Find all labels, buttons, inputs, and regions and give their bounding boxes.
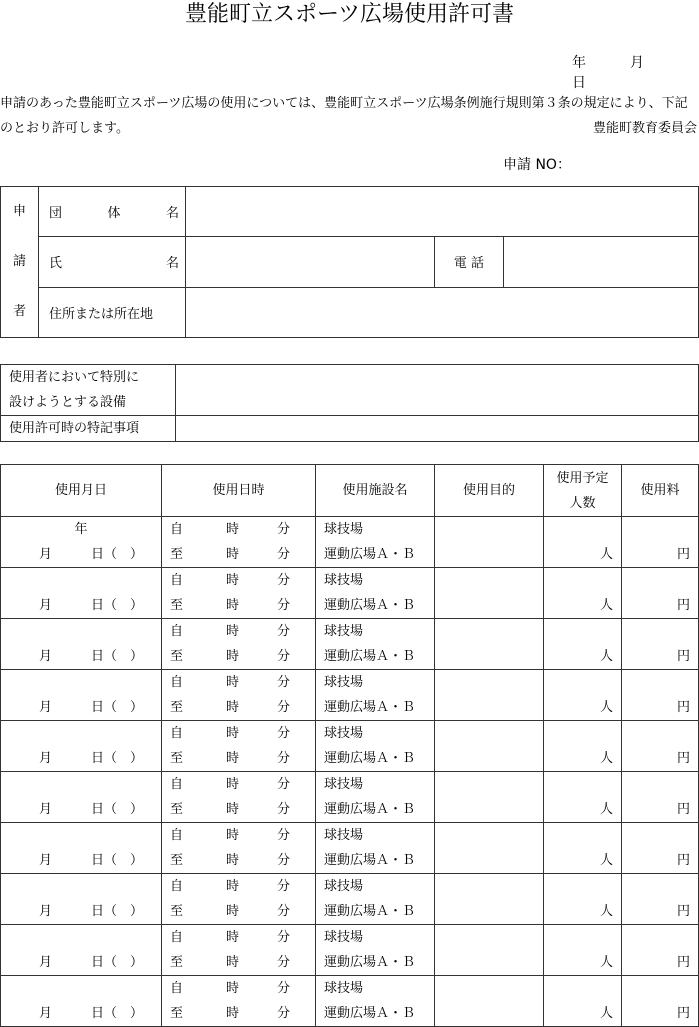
usage-people-cell[interactable] bbox=[544, 721, 622, 772]
special-equipment-field[interactable] bbox=[176, 365, 699, 416]
from-label: 自 bbox=[170, 828, 184, 843]
usage-time-cell[interactable] bbox=[162, 619, 316, 670]
people-unit: 人 bbox=[599, 751, 613, 766]
facility-ground: 運動広場Ａ・Ｂ bbox=[324, 1006, 416, 1021]
to-label: 至 bbox=[170, 649, 184, 664]
facility-ballfield: 球技場 bbox=[324, 675, 364, 690]
hour-label: 時 bbox=[226, 853, 240, 868]
header-fee: 使用料 bbox=[622, 465, 699, 517]
usage-fee-cell[interactable] bbox=[622, 670, 699, 721]
usage-fee-cell[interactable] bbox=[622, 517, 699, 568]
usage-purpose-cell[interactable] bbox=[435, 772, 544, 823]
fee-unit: 円 bbox=[676, 955, 690, 970]
fee-unit: 円 bbox=[676, 649, 690, 664]
minute-label: 分 bbox=[277, 598, 291, 613]
minute-label: 分 bbox=[277, 573, 291, 588]
usage-purpose-cell[interactable] bbox=[435, 568, 544, 619]
hour-label: 時 bbox=[226, 904, 240, 919]
facility-ballfield: 球技場 bbox=[324, 522, 364, 537]
to-label: 至 bbox=[170, 1006, 184, 1021]
hour-label: 時 bbox=[226, 930, 240, 945]
usage-date-cell[interactable] bbox=[1, 517, 162, 568]
hour-label: 時 bbox=[226, 1006, 240, 1021]
header-purpose: 使用目的 bbox=[435, 465, 544, 517]
facility-ground: 運動広場Ａ・Ｂ bbox=[324, 853, 416, 868]
month-label: 月 bbox=[39, 955, 53, 970]
minute-label: 分 bbox=[277, 802, 291, 817]
usage-people-cell[interactable] bbox=[544, 874, 622, 925]
day-label: 日（ ） bbox=[91, 700, 144, 715]
person-name-field[interactable] bbox=[186, 237, 435, 287]
people-unit: 人 bbox=[599, 547, 613, 562]
year-label bbox=[1, 670, 161, 695]
year-label bbox=[1, 568, 161, 593]
fee-unit: 円 bbox=[676, 1006, 690, 1021]
month-label: 月 bbox=[39, 802, 53, 817]
usage-fee-cell[interactable] bbox=[622, 976, 699, 1027]
fee-unit: 円 bbox=[676, 904, 690, 919]
facility-ground: 運動広場Ａ・Ｂ bbox=[324, 751, 416, 766]
hour-label: 時 bbox=[226, 649, 240, 664]
intro-text-line1: 申請のあった豊能町立スポーツ広場の使用については、豊能町立スポーツ広場条例施行規則第３条の規定により、下記 bbox=[0, 96, 688, 111]
phone-field[interactable] bbox=[504, 237, 699, 287]
usage-fee-cell[interactable] bbox=[622, 823, 699, 874]
usage-time-cell[interactable] bbox=[162, 772, 316, 823]
facility-ground: 運動広場Ａ・Ｂ bbox=[324, 700, 416, 715]
person-name-label: 氏 名 bbox=[39, 237, 186, 287]
usage-date-cell[interactable] bbox=[1, 976, 162, 1027]
year-label: 年 bbox=[74, 522, 88, 537]
facility-ground: 運動広場Ａ・Ｂ bbox=[324, 955, 416, 970]
usage-table bbox=[0, 464, 699, 1027]
usage-time-cell[interactable] bbox=[162, 925, 316, 976]
day-label: 日（ ） bbox=[91, 598, 144, 613]
from-label: 自 bbox=[170, 879, 184, 894]
usage-time-cell[interactable] bbox=[162, 976, 316, 1027]
usage-row bbox=[1, 874, 699, 925]
day-label: 日（ ） bbox=[91, 904, 144, 919]
day-label: 日（ ） bbox=[91, 649, 144, 664]
people-unit: 人 bbox=[599, 853, 613, 868]
group-name-field[interactable] bbox=[186, 187, 699, 237]
people-unit: 人 bbox=[599, 1006, 613, 1021]
day-label: 日（ ） bbox=[91, 955, 144, 970]
usage-people-cell[interactable] bbox=[544, 772, 622, 823]
people-unit: 人 bbox=[599, 598, 613, 613]
usage-date-cell[interactable] bbox=[1, 619, 162, 670]
hour-label: 時 bbox=[226, 726, 240, 741]
fee-unit: 円 bbox=[676, 853, 690, 868]
from-label: 自 bbox=[170, 522, 184, 537]
to-label: 至 bbox=[170, 751, 184, 766]
usage-table-header bbox=[1, 465, 699, 517]
day-label: 日（ ） bbox=[91, 751, 144, 766]
hour-label: 時 bbox=[226, 598, 240, 613]
minute-label: 分 bbox=[277, 624, 291, 639]
facility-ground: 運動広場Ａ・Ｂ bbox=[324, 802, 416, 817]
usage-fee-cell[interactable] bbox=[622, 568, 699, 619]
usage-people-cell[interactable] bbox=[544, 976, 622, 1027]
usage-facility-cell[interactable] bbox=[316, 976, 435, 1027]
from-label: 自 bbox=[170, 573, 184, 588]
year-label bbox=[1, 976, 161, 1001]
from-label: 自 bbox=[170, 675, 184, 690]
usage-date-cell[interactable] bbox=[1, 721, 162, 772]
header-time: 使用日時 bbox=[162, 465, 316, 517]
usage-date-cell[interactable] bbox=[1, 823, 162, 874]
day-label: 日 bbox=[572, 75, 586, 91]
minute-label: 分 bbox=[277, 828, 291, 843]
special-notes-field[interactable] bbox=[176, 416, 699, 442]
month-label: 月 bbox=[39, 598, 53, 613]
day-label: 日（ ） bbox=[91, 853, 144, 868]
header-facility: 使用施設名 bbox=[316, 465, 435, 517]
header-date: 使用月日 bbox=[1, 465, 162, 517]
minute-label: 分 bbox=[277, 700, 291, 715]
hour-label: 時 bbox=[226, 547, 240, 562]
people-unit: 人 bbox=[599, 802, 613, 817]
application-number-label: 申請 NO： bbox=[503, 157, 571, 173]
minute-label: 分 bbox=[277, 751, 291, 766]
address-label: 住所または所在地 bbox=[39, 287, 186, 337]
minute-label: 分 bbox=[277, 853, 291, 868]
usage-people-cell[interactable] bbox=[544, 568, 622, 619]
usage-facility-cell[interactable] bbox=[316, 517, 435, 568]
facility-ballfield: 球技場 bbox=[324, 726, 364, 741]
usage-people-cell[interactable] bbox=[544, 925, 622, 976]
minute-label: 分 bbox=[277, 726, 291, 741]
facility-ground: 運動広場Ａ・Ｂ bbox=[324, 904, 416, 919]
special-equipment-label: 使用者において特別に 設けようとする設備 bbox=[1, 365, 176, 416]
usage-people-cell[interactable] bbox=[544, 823, 622, 874]
month-label: 月 bbox=[39, 751, 53, 766]
fee-unit: 円 bbox=[676, 802, 690, 817]
usage-purpose-cell[interactable] bbox=[435, 517, 544, 568]
issue-date bbox=[572, 52, 699, 92]
usage-fee-cell[interactable] bbox=[622, 721, 699, 772]
applicant-side-label: 申 請 者 bbox=[1, 187, 39, 338]
usage-time-cell[interactable] bbox=[162, 721, 316, 772]
hour-label: 時 bbox=[226, 981, 240, 996]
people-unit: 人 bbox=[599, 955, 613, 970]
fee-unit: 円 bbox=[676, 700, 690, 715]
month-label: 月 bbox=[39, 700, 53, 715]
year-label bbox=[1, 619, 161, 644]
minute-label: 分 bbox=[277, 649, 291, 664]
usage-row bbox=[1, 517, 699, 568]
hour-label: 時 bbox=[226, 675, 240, 690]
facility-ballfield: 球技場 bbox=[324, 930, 364, 945]
minute-label: 分 bbox=[277, 547, 291, 562]
usage-facility-cell[interactable] bbox=[316, 772, 435, 823]
from-label: 自 bbox=[170, 930, 184, 945]
year-label bbox=[1, 721, 161, 746]
usage-purpose-cell[interactable] bbox=[435, 976, 544, 1027]
usage-people-cell[interactable] bbox=[544, 670, 622, 721]
facility-ballfield: 球技場 bbox=[324, 777, 364, 792]
usage-facility-cell[interactable] bbox=[316, 823, 435, 874]
facility-ballfield: 球技場 bbox=[324, 879, 364, 894]
people-unit: 人 bbox=[599, 649, 613, 664]
to-label: 至 bbox=[170, 955, 184, 970]
applicant-table bbox=[0, 186, 699, 338]
minute-label: 分 bbox=[277, 904, 291, 919]
special-notes-label: 使用許可時の特記事項 bbox=[1, 416, 176, 442]
usage-purpose-cell[interactable] bbox=[435, 925, 544, 976]
usage-fee-cell[interactable] bbox=[622, 925, 699, 976]
usage-people-cell[interactable] bbox=[544, 517, 622, 568]
facility-ground: 運動広場Ａ・Ｂ bbox=[324, 598, 416, 613]
year-label bbox=[1, 772, 161, 797]
minute-label: 分 bbox=[277, 675, 291, 690]
month-label: 月 bbox=[39, 904, 53, 919]
usage-date-cell[interactable] bbox=[1, 772, 162, 823]
usage-time-cell[interactable] bbox=[162, 874, 316, 925]
hour-label: 時 bbox=[226, 700, 240, 715]
usage-time-cell[interactable] bbox=[162, 517, 316, 568]
usage-facility-cell[interactable] bbox=[316, 874, 435, 925]
usage-row bbox=[1, 823, 699, 874]
usage-row bbox=[1, 925, 699, 976]
year-label: 年 bbox=[572, 55, 586, 71]
day-label: 日（ ） bbox=[91, 1006, 144, 1021]
group-name-label: 団 体 名 bbox=[39, 187, 186, 237]
usage-facility-cell[interactable] bbox=[316, 670, 435, 721]
hour-label: 時 bbox=[226, 751, 240, 766]
usage-facility-cell[interactable] bbox=[316, 568, 435, 619]
usage-row bbox=[1, 619, 699, 670]
minute-label: 分 bbox=[277, 879, 291, 894]
facility-ballfield: 球技場 bbox=[324, 828, 364, 843]
to-label: 至 bbox=[170, 547, 184, 562]
usage-facility-cell[interactable] bbox=[316, 619, 435, 670]
usage-people-cell[interactable] bbox=[544, 619, 622, 670]
facility-ballfield: 球技場 bbox=[324, 573, 364, 588]
month-label: 月 bbox=[39, 649, 53, 664]
equipment-table bbox=[0, 364, 699, 442]
hour-label: 時 bbox=[226, 828, 240, 843]
usage-time-cell[interactable] bbox=[162, 823, 316, 874]
minute-label: 分 bbox=[277, 522, 291, 537]
from-label: 自 bbox=[170, 726, 184, 741]
hour-label: 時 bbox=[226, 879, 240, 894]
minute-label: 分 bbox=[277, 1006, 291, 1021]
usage-date-cell[interactable] bbox=[1, 568, 162, 619]
intro-text-line2: のとおり許可します。 bbox=[0, 121, 129, 136]
usage-purpose-cell[interactable] bbox=[435, 670, 544, 721]
month-label: 月 bbox=[39, 1006, 53, 1021]
facility-ballfield: 球技場 bbox=[324, 624, 364, 639]
minute-label: 分 bbox=[277, 930, 291, 945]
usage-facility-cell[interactable] bbox=[316, 721, 435, 772]
usage-purpose-cell[interactable] bbox=[435, 721, 544, 772]
usage-row bbox=[1, 670, 699, 721]
facility-ground: 運動広場Ａ・Ｂ bbox=[324, 547, 416, 562]
year-label bbox=[1, 925, 161, 950]
fee-unit: 円 bbox=[676, 598, 690, 613]
usage-time-cell[interactable] bbox=[162, 568, 316, 619]
header-people: 使用予定 人数 bbox=[544, 465, 622, 517]
usage-date-cell[interactable] bbox=[1, 670, 162, 721]
hour-label: 時 bbox=[226, 573, 240, 588]
usage-fee-cell[interactable] bbox=[622, 619, 699, 670]
hour-label: 時 bbox=[226, 802, 240, 817]
year-label bbox=[1, 874, 161, 899]
to-label: 至 bbox=[170, 700, 184, 715]
usage-date-cell[interactable] bbox=[1, 874, 162, 925]
minute-label: 分 bbox=[277, 981, 291, 996]
fee-unit: 円 bbox=[676, 751, 690, 766]
phone-label: 電 話 bbox=[435, 237, 504, 287]
hour-label: 時 bbox=[226, 522, 240, 537]
usage-fee-cell[interactable] bbox=[622, 874, 699, 925]
hour-label: 時 bbox=[226, 624, 240, 639]
people-unit: 人 bbox=[599, 700, 613, 715]
address-field[interactable] bbox=[186, 287, 699, 337]
usage-time-cell[interactable] bbox=[162, 670, 316, 721]
day-label: 日（ ） bbox=[91, 802, 144, 817]
issuer-name: 豊能町教育委員会 bbox=[592, 121, 697, 136]
fee-unit: 円 bbox=[676, 547, 690, 562]
from-label: 自 bbox=[170, 981, 184, 996]
usage-row bbox=[1, 721, 699, 772]
month-label: 月 bbox=[39, 853, 53, 868]
to-label: 至 bbox=[170, 904, 184, 919]
usage-row bbox=[1, 772, 699, 823]
from-label: 自 bbox=[170, 777, 184, 792]
usage-purpose-cell[interactable] bbox=[435, 874, 544, 925]
people-unit: 人 bbox=[599, 904, 613, 919]
hour-label: 時 bbox=[226, 777, 240, 792]
to-label: 至 bbox=[170, 853, 184, 868]
month-label: 月 bbox=[630, 55, 644, 71]
facility-ballfield: 球技場 bbox=[324, 981, 364, 996]
usage-facility-cell[interactable] bbox=[316, 925, 435, 976]
usage-purpose-cell[interactable] bbox=[435, 823, 544, 874]
facility-ground: 運動広場Ａ・Ｂ bbox=[324, 649, 416, 664]
hour-label: 時 bbox=[226, 955, 240, 970]
to-label: 至 bbox=[170, 598, 184, 613]
year-label bbox=[1, 823, 161, 848]
usage-fee-cell[interactable] bbox=[622, 772, 699, 823]
minute-label: 分 bbox=[277, 955, 291, 970]
usage-row bbox=[1, 568, 699, 619]
to-label: 至 bbox=[170, 802, 184, 817]
usage-row bbox=[1, 976, 699, 1027]
usage-purpose-cell[interactable] bbox=[435, 619, 544, 670]
minute-label: 分 bbox=[277, 777, 291, 792]
from-label: 自 bbox=[170, 624, 184, 639]
month-label: 月 bbox=[39, 547, 53, 562]
document-title: 豊能町立スポーツ広場使用許可書 bbox=[184, 2, 515, 27]
day-label: 日（ ） bbox=[91, 547, 144, 562]
usage-date-cell[interactable] bbox=[1, 925, 162, 976]
